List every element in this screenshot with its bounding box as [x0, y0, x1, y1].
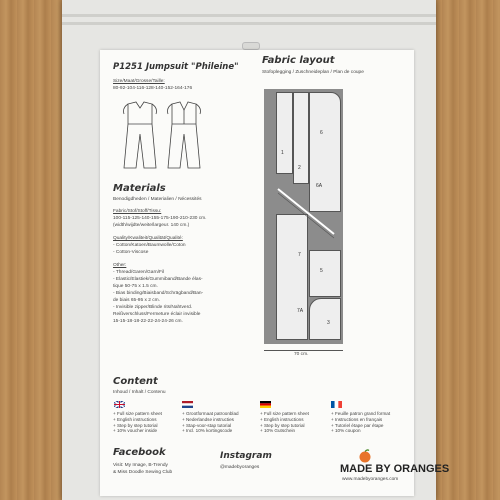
other-item: Reißverschluss/Fermeture éclair invisible [113, 312, 201, 317]
piece-label: 7A [297, 308, 304, 314]
materials-subheading: Benodigdheden / Materialien / Nécessités [113, 197, 202, 202]
uk-flag-icon [114, 401, 125, 408]
content-dutch: + Grootformaat patroonblad + Nederlandse instructies + Stap-voor-stap tutorial + Incl. 10% kortingscode [182, 411, 239, 434]
other-item: 15-15-18-18-22-22-24-24-26 cm. [113, 319, 183, 324]
brand-logo-text: MADE BY ORANGES [340, 463, 450, 475]
dutch-flag-icon [182, 401, 193, 408]
fabric-width: (width/wijdte/weite/largeur. 140 cm.) [113, 223, 190, 228]
german-flag-icon [260, 401, 271, 408]
fabric-label: Fabric/Stof/Stoff/Tissu: [113, 209, 162, 214]
zip-seal [62, 14, 436, 17]
quality-cotton: - Cotton/Katoen/Baumwolle/Coton [113, 243, 186, 248]
quality-label: Quality/Kwaliteit/Qualität/Qualité: [113, 236, 183, 241]
fabric-layout-subheading: Stofoplegging / Zuschneideplan / Plan de coupe [262, 70, 364, 75]
content-subheading: Inhoud / Inhalt / Contenu [113, 390, 166, 395]
materials-heading: Materials [113, 183, 166, 194]
instagram-heading: Instagram [220, 451, 272, 461]
piece-label: 6 [320, 130, 323, 136]
instagram-handle: @madebyoranges [220, 465, 260, 470]
other-item: tique 50-75 x 1.5 cm. [113, 284, 158, 289]
content-heading: Content [113, 376, 158, 387]
content-german: + Full size pattern sheet + English instructions + Step by step tutorial + 10% Gutschein [260, 411, 309, 434]
width-dimension-line [264, 350, 343, 351]
zip-seal [62, 22, 436, 25]
quality-viscose: - Cotton-Viscose [113, 250, 149, 255]
piece-label: 7 [298, 252, 301, 258]
pattern-title: P1251 Jumpsuit "Phileine" [113, 62, 239, 72]
french-flag-icon [331, 401, 342, 408]
piece-label: 3 [327, 320, 330, 326]
other-item: de biais 65-95 x 2 cm. [113, 298, 160, 303]
bias-strips [264, 89, 343, 344]
content-french: + Feuille patron grand format + Instructions en français + Tutoriel étape par étape + 10% coupon [331, 411, 391, 434]
piece-label: 1 [281, 150, 284, 156]
fabric-width-label: 70 cm. [294, 352, 309, 357]
facebook-heading: Facebook [113, 447, 166, 458]
other-item: - Bias binding/Biaisband/Schrägband/Ban- [113, 291, 204, 296]
other-item: - Thread/Garen/Garn/Fil [113, 270, 165, 275]
size-list: 80-92-104-116-128-140-152-164-176 [113, 86, 193, 91]
piece-label: 5 [320, 268, 323, 274]
content-english: + Full size pattern sheet + English instructions + Step by step tutorial + 10% voucher inside [113, 411, 162, 434]
jumpsuit-sketch [110, 98, 210, 174]
hang-hole [242, 42, 260, 50]
piece-label: 2 [298, 165, 301, 171]
facebook-line: Visit: My Image, B-Trendy [113, 463, 168, 468]
other-item: - Invisible zipper/Blinde rits/Nahtverd. [113, 305, 193, 310]
fabric-layout-heading: Fabric layout [262, 55, 335, 66]
piece-label: 6A [316, 183, 323, 189]
brand-url: www.madebyoranges.com [342, 477, 399, 482]
facebook-line: & Miss Doodle Sewing Club [113, 470, 173, 475]
size-label: Size/Maat/Grosse/Taille: [113, 79, 165, 84]
other-item: - Elastic/Elastiek/Gummiband/Bande élas- [113, 277, 203, 282]
fabric-amounts: 100-115-125-140-155-175-190-210-230 cm. [113, 216, 207, 221]
other-label: Other: [113, 263, 127, 268]
orange-logo-icon [358, 449, 372, 463]
